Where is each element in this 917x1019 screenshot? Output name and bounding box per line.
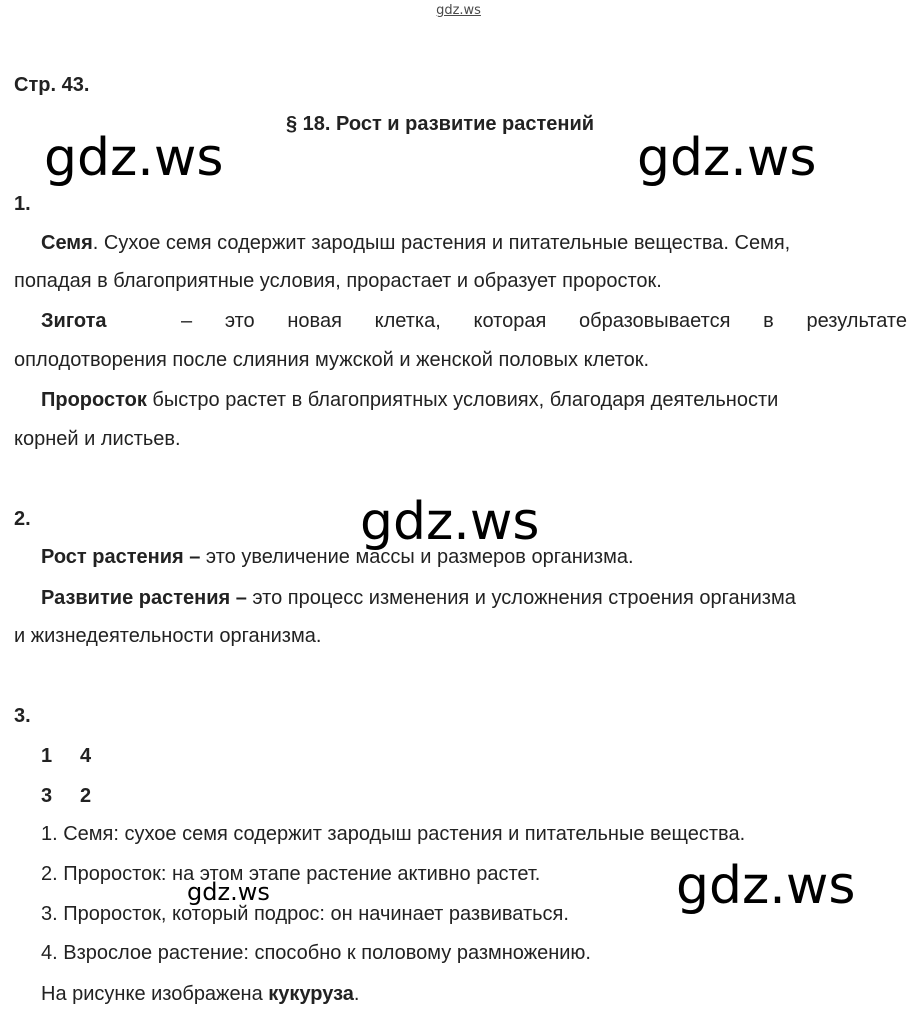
page-label: Стр. 43. (14, 74, 90, 96)
seed-term: Семя (41, 232, 93, 254)
conclusion-suffix: . (353, 983, 360, 1005)
grid-cell: 3 (41, 785, 53, 807)
sprout-line-2: корней и листьев. (14, 428, 181, 450)
seed-line-1 (41, 231, 790, 255)
seed-text-1: . Сухое семя содержит зародыш растения и питательные вещества. Семя, (92, 232, 791, 254)
stage-item-4: 4. Взрослое растение: способно к половому размножению. (41, 942, 591, 964)
development-line-2: и жизнедеятельности организма. (14, 625, 322, 647)
watermark-overlay: gdz.ws (360, 492, 540, 552)
section-title: § 18. Рост и развитие растений (286, 113, 595, 135)
sprout-text-1: быстро растет в благоприятных условиях, благодаря деятельности (146, 389, 779, 411)
conclusion-prefix: На рисунке изображена (41, 983, 269, 1005)
development-text-1: это процесс изменения и усложнения строения организма (246, 587, 796, 609)
stage-item-1: 1. Семя: сухое семя содержит зародыш растения и питательные вещества. (41, 823, 746, 845)
stage-item-3: 3. Проросток, который подрос: он начинает развиваться. (41, 903, 569, 925)
zygote-text-1: – это новая клетка, которая образовывается в результате (181, 310, 907, 332)
growth-term: Рост растения – (41, 546, 201, 568)
sprout-term: Проросток (41, 389, 147, 411)
task-3-number: 3. (14, 705, 31, 727)
stage-item-2: 2. Проросток: на этом этапе растение активно растет. (41, 863, 541, 885)
grid-cell: 4 (80, 745, 92, 767)
zygote-term: Зигота (41, 310, 107, 332)
seed-line-2: попадая в благоприятные условия, прорастает и образует проросток. (14, 270, 662, 292)
zygote-line-1 (41, 309, 907, 333)
grid-cell: 2 (80, 785, 92, 807)
grid-cell: 1 (41, 745, 53, 767)
watermark-overlay: gdz.ws (44, 128, 224, 188)
watermark-overlay: gdz.ws (637, 128, 817, 188)
watermark-overlay: gdz.ws (187, 878, 270, 906)
development-term: Развитие растения – (41, 587, 247, 609)
watermark-overlay: gdz.ws (676, 856, 856, 916)
task-2-number: 2. (14, 508, 31, 530)
sprout-line-1 (41, 388, 778, 412)
development-line-1 (41, 586, 796, 610)
growth-text: это увеличение массы и размеров организма. (200, 546, 634, 568)
zygote-line-2: оплодотворения после слияния мужской и женской половых клеток. (14, 349, 650, 371)
watermark-top-link[interactable]: gdz.ws (436, 3, 481, 18)
task-1-number: 1. (14, 193, 31, 215)
conclusion-line (41, 982, 359, 1006)
conclusion-answer: кукуруза (268, 983, 354, 1005)
growth-line (41, 545, 634, 569)
